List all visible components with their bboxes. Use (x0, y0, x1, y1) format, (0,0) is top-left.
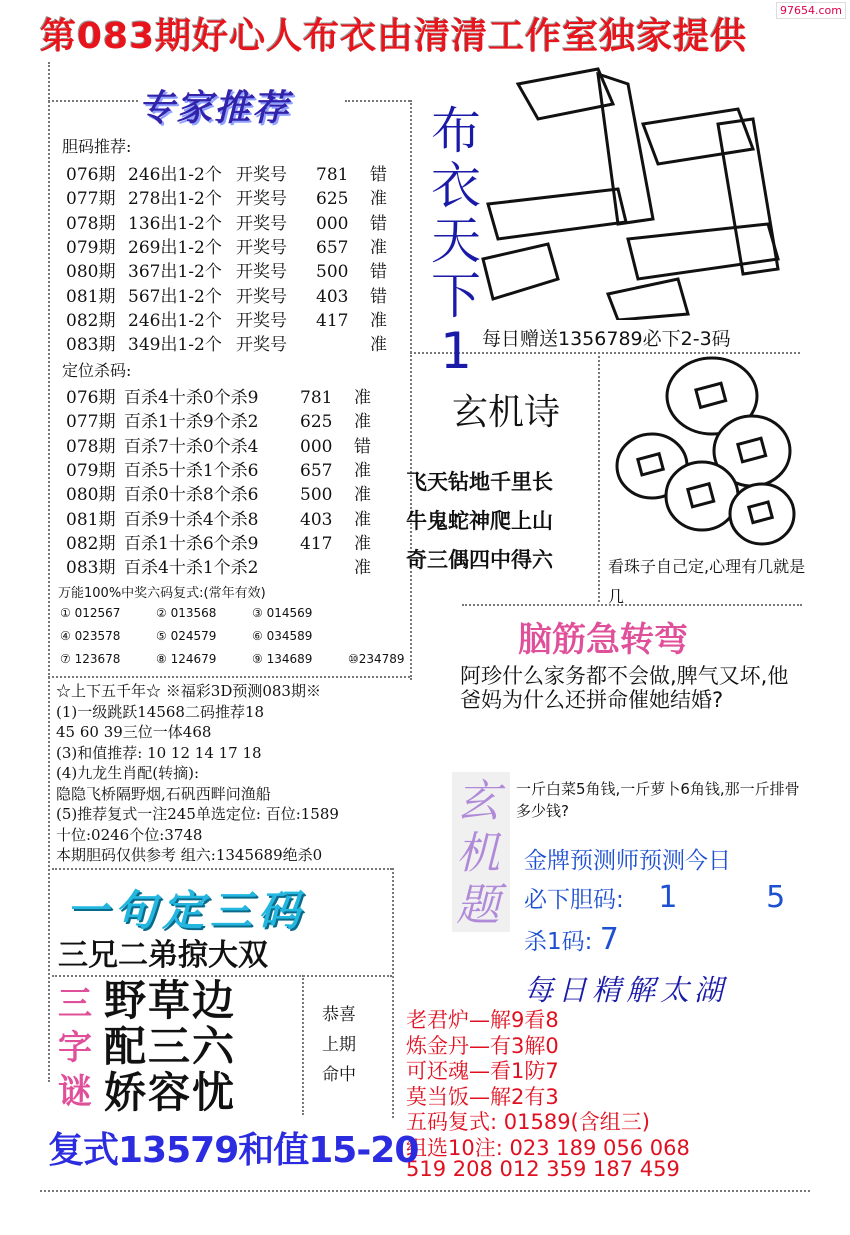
fuhao-item: ⑩234789 (348, 652, 405, 666)
dan-num: 500 (316, 262, 349, 283)
zimi-char: 字 (58, 1028, 92, 1068)
dan-pick: 278出1-2个 (128, 189, 222, 210)
poem-line: 奇三偶四中得六 (406, 548, 553, 572)
pos-row (66, 407, 371, 432)
prediction-line: 隐隐飞桥隔野烟,石矾西畔问渔船 (56, 784, 271, 803)
dan-result: 准 (370, 310, 387, 331)
congrats-line: 上期 (322, 1035, 356, 1055)
congrats-line: 命中 (322, 1065, 356, 1085)
zimi-line: 配三六 (104, 1022, 237, 1071)
coins-graphic (612, 356, 802, 546)
divider (48, 100, 138, 102)
dan-num: 781 (316, 165, 349, 185)
fuhao-item: ⑥ 034589 (252, 629, 313, 643)
dan-label: 开奖号 (236, 262, 287, 283)
dan-pick: 136出1-2个 (128, 213, 222, 234)
zimi-line: 野草边 (104, 976, 237, 1025)
dan-result: 错 (370, 165, 387, 185)
taihu-line: 五码复式: 01589(含组三) (406, 1110, 650, 1134)
dan-row (66, 257, 387, 282)
dan-row (66, 160, 387, 185)
taihu-line: 莫当饭—解2有3 (406, 1084, 559, 1109)
pos-row (66, 480, 371, 505)
gold-predictor-title: 金牌预测师预测今日 (524, 848, 731, 874)
fuhao-title: 万能100%中奖六码复式:(常年有效) (58, 586, 266, 601)
fuhao-item: ⑨ 134689 (252, 652, 313, 666)
prediction-line: (3)和值推荐: 10 12 14 17 18 (56, 743, 262, 762)
dan-pick: 349出1-2个 (128, 335, 222, 356)
prediction-line: (4)九龙生肖配(转摘): (56, 764, 200, 782)
congrats (322, 1000, 356, 1090)
prediction-line: (5)推荐复式一注245单选定位: 百位:1589 (56, 805, 339, 823)
prediction-line: 本期胆码仅供参考 组六:1345689绝杀0 (56, 846, 323, 864)
taihu-line: 老君炉—解9看8 (406, 1008, 559, 1032)
pos-label: 定位杀码: (62, 361, 132, 380)
dan-period: 077期 (66, 189, 116, 210)
dan-num: 625 (316, 189, 349, 210)
pos-row (66, 529, 371, 554)
pos-period: 076期 (66, 388, 116, 408)
dan-result: 错 (370, 286, 387, 307)
fushi-line: 复式13579和值15-20 (48, 1130, 419, 1171)
dan-code-label: 必下胆码: (524, 887, 624, 913)
dan-period: 081期 (66, 286, 116, 307)
buyi-char: 1 (440, 322, 472, 380)
dan-row (66, 330, 387, 355)
pos-result: 准 (354, 485, 371, 506)
pos-num: 657 (300, 460, 333, 481)
prediction-line: ☆上下五千年☆ ※福彩3D预测083期※ (56, 682, 321, 700)
pos-period: 077期 (66, 412, 116, 433)
buyi-char: 下 (431, 267, 481, 325)
pos-num: 403 (300, 509, 333, 530)
dan-result: 准 (370, 335, 387, 356)
poem-line: 飞天钻地千里长 (406, 470, 553, 494)
dan-period: 080期 (66, 262, 116, 283)
divider (52, 868, 392, 870)
divider (410, 100, 412, 680)
buyi-char: 衣 (431, 157, 481, 215)
taihu-line: 可还魂—看1防7 (406, 1059, 559, 1083)
pos-period: 079期 (66, 460, 116, 481)
kill-code-row (524, 922, 619, 957)
dan-result: 错 (370, 262, 387, 283)
pos-pick: 百杀1十杀9个杀2 (124, 412, 259, 433)
dan-num: 000 (316, 213, 349, 234)
pos-row (66, 383, 371, 408)
xuanji-ti-label (456, 776, 500, 932)
pos-num: 781 (300, 388, 333, 408)
xuanji-ti-question: 一斤白菜5角钱,一斤萝卜6角钱,那一斤排骨多少钱? (516, 780, 800, 820)
dan-label: 开奖号 (236, 165, 287, 185)
fuhao-item: ② 013568 (156, 606, 217, 620)
pos-num: 500 (300, 485, 333, 506)
dan-label: 开奖号 (236, 286, 287, 307)
dan-row (66, 282, 387, 307)
pos-num: 625 (300, 412, 333, 433)
dan-row (66, 184, 387, 209)
pos-row (66, 505, 371, 530)
prediction-line: 十位:0246个位:3748 (56, 825, 203, 844)
dan-period: 078期 (66, 213, 116, 234)
pos-row (66, 432, 371, 457)
dan-label: 开奖号 (236, 310, 287, 331)
dan-period: 079期 (66, 237, 116, 258)
pos-period: 078期 (66, 436, 116, 457)
poem-line: 牛鬼蛇神爬上山 (406, 509, 553, 533)
fuhao-row (60, 606, 348, 620)
xuanji-shi-note: 看珠子自己定,心理有几就是几 (608, 557, 806, 606)
dan-num: 417 (316, 310, 349, 331)
kill-code-label: 杀1码: (524, 929, 593, 955)
buyi-char: 布 (431, 102, 481, 160)
dan-period: 076期 (66, 165, 116, 185)
fuhao-row (60, 652, 444, 666)
dan-result: 准 (370, 189, 387, 210)
fuhao-item: ④ 023578 (60, 629, 121, 643)
divider (48, 62, 50, 1082)
pos-pick: 百杀4十杀1个杀2 (124, 558, 259, 579)
pos-period: 080期 (66, 485, 116, 506)
site-watermark: 97654.com (776, 2, 846, 19)
buyi-vertical (426, 104, 486, 379)
fuhao-item: ⑦ 123678 (60, 652, 121, 666)
zimi-char: 谜 (58, 1072, 92, 1112)
fuhao-item: ⑤ 024579 (156, 629, 217, 643)
yiju-title: 一句定三码 (66, 886, 307, 935)
dan-num: 657 (316, 237, 349, 258)
dan-row (66, 306, 387, 331)
buyi-char: 天 (431, 212, 481, 270)
daily-gift: 每日赠送1356789必下2-3码 (482, 328, 731, 350)
pos-period: 081期 (66, 509, 116, 530)
fuhao-item: ⑧ 124679 (156, 652, 217, 666)
dan-code-row (524, 880, 785, 915)
fuhao-item: ① 012567 (60, 606, 121, 620)
page-title: 第083期好心人布衣由清清工作室独家提供 (40, 16, 748, 57)
dan-row (66, 233, 387, 258)
dan-pick: 269出1-2个 (128, 237, 222, 258)
prediction-line: 45 60 39三位一体468 (56, 723, 212, 741)
dan-label: 开奖号 (236, 189, 287, 210)
zimi-lines (104, 978, 236, 1116)
pos-pick: 百杀0十杀8个杀6 (124, 485, 259, 506)
dan-period: 083期 (66, 335, 116, 356)
zimi-label (58, 982, 92, 1114)
taihu-line: 组选10注: 023 189 056 068 (406, 1135, 690, 1160)
dan-pick: 246出1-2个 (128, 310, 222, 331)
divider (392, 868, 394, 1118)
dan-label: 开奖号 (236, 237, 287, 258)
prediction-line: (1)一级跳跃14568二码推荐18 (56, 702, 265, 721)
dan-result: 错 (370, 213, 387, 234)
taihu-line: 炼金丹—有3解0 (406, 1033, 559, 1058)
pos-result: 准 (354, 460, 371, 481)
dan-num: 403 (316, 286, 349, 307)
pos-pick: 百杀7十杀0个杀4 (124, 436, 259, 457)
xuanji-ti-char: 题 (456, 880, 500, 931)
divider (598, 352, 600, 602)
dan-period: 082期 (66, 310, 116, 331)
dan-code-2: 5 (766, 880, 786, 915)
pos-period: 082期 (66, 533, 116, 554)
divider (302, 975, 304, 1115)
dan-result: 准 (370, 237, 387, 258)
pos-pick: 百杀9十杀4个杀8 (124, 509, 259, 530)
kill-code: 7 (599, 922, 619, 957)
dan-label: 开奖号 (236, 335, 287, 356)
pos-pick: 百杀5十杀1个杀6 (124, 460, 259, 481)
fuhao-item: ③ 014569 (252, 606, 313, 620)
dan-pick: 367出1-2个 (128, 262, 222, 283)
dan-pick: 567出1-2个 (128, 286, 222, 307)
taihu-title: 每日精解太湖 (524, 973, 729, 1007)
expert-title: 专家推荐 (138, 88, 291, 129)
number-graphic (478, 64, 800, 320)
pos-row (66, 456, 371, 481)
naojin-title: 脑筋急转弯 (518, 620, 688, 660)
dan-label: 开奖号 (236, 213, 287, 234)
pos-num: 000 (300, 436, 333, 457)
taihu-line: 519 208 012 359 187 459 (406, 1157, 680, 1181)
naojin-question: 阿珍什么家务都不会做,脾气又坏,他爸妈为什么还拼命催她结婚? (460, 664, 789, 712)
dan-row (66, 209, 387, 234)
pos-result: 准 (354, 558, 371, 579)
xuanji-ti-char: 玄 (456, 776, 500, 827)
pos-pick: 百杀4十杀0个杀9 (124, 388, 259, 408)
zimi-char: 三 (58, 984, 92, 1024)
pos-result: 准 (354, 533, 371, 554)
pos-num: 417 (300, 533, 333, 554)
pos-result: 错 (354, 436, 371, 457)
xuanji-shi-title: 玄机诗 (452, 392, 561, 433)
pos-row (66, 553, 371, 578)
fuhao-row (60, 629, 348, 643)
pos-period: 083期 (66, 558, 116, 579)
dan-label: 胆码推荐: (62, 137, 132, 156)
divider (48, 676, 410, 678)
xuanji-ti-char: 机 (456, 828, 500, 879)
zimi-line: 娇容忧 (104, 1068, 237, 1117)
dan-code-1: 1 (658, 880, 678, 915)
divider (40, 1190, 810, 1192)
divider (345, 100, 410, 102)
pos-pick: 百杀1十杀6个杀9 (124, 533, 259, 554)
pos-result: 准 (354, 412, 371, 433)
congrats-line: 恭喜 (322, 1005, 356, 1025)
dan-pick: 246出1-2个 (128, 165, 222, 185)
yiju-phrase: 三兄二弟掠大双 (58, 938, 268, 973)
pos-result: 准 (354, 509, 371, 530)
pos-result: 准 (354, 388, 371, 408)
